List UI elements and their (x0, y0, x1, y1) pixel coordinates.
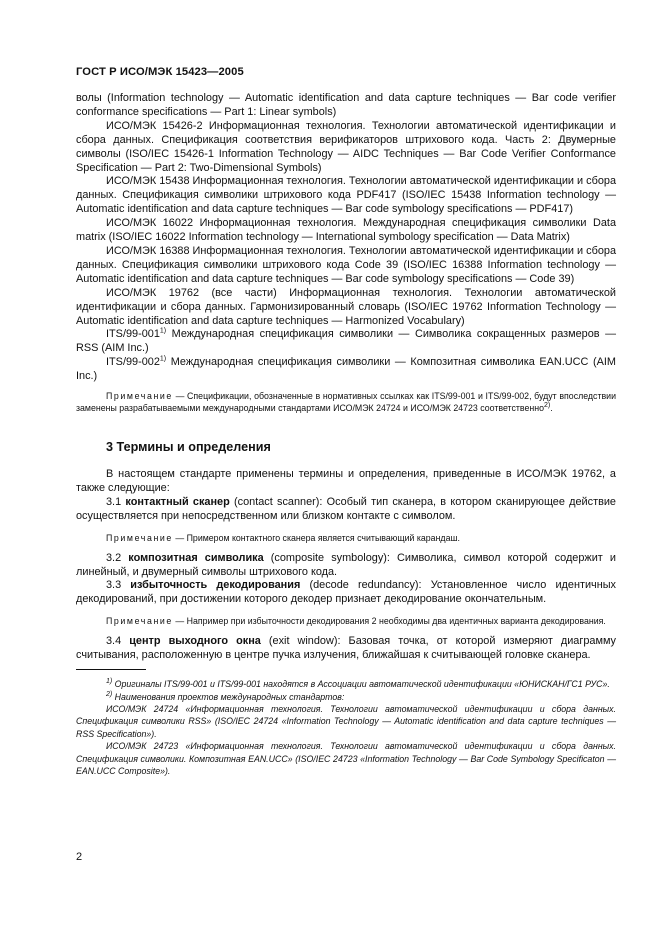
term-definition (76, 635, 616, 663)
page-number: 2 (76, 851, 83, 863)
section-intro: В настоящем стандарте применены термины и определения, приведенные в ИСО/МЭК 19762, а также следующие: (76, 468, 616, 494)
footnote-marker: 2) (544, 402, 551, 410)
footnote (76, 678, 616, 690)
document-header: ГОСТ Р ИСО/МЭК 15423—2005 (76, 66, 244, 78)
footnote-text: Наименования проектов международных стандартов: (112, 691, 345, 702)
footnote (76, 691, 616, 703)
term-name: композитная символика (128, 551, 264, 564)
ref-paragraph: ИСО/МЭК 15426-2 Информационная технология. Технологии автоматической идентификации и сбора данных. Спецификация соответствия верификаторов штрихового кода. Часть 2: Двумерные символы (ISO/IEC 15426-1 Information Technology — AIDC Techniques — Bar Code Verifier Conformance Specification — Part 2: Two-Dimensional Symbols) (76, 119, 616, 174)
document-body (76, 92, 616, 777)
footnote-marker: 1) (106, 678, 113, 686)
ref-text: Международная спецификация символики — Символика сокращенных размеров — RSS (AIM Inc.) (76, 328, 616, 355)
footnote-divider (76, 669, 146, 670)
ref-paragraph (76, 356, 616, 384)
footnote-item: ИСО/МЭК 24724 «Информационная технология. Технологии автоматической идентификации и сбора данных. Спецификация символики RSS» (ISO/IEC 24724 «Information Technology — Automatic identification and data capture techniques — RSS Specification»). (76, 703, 616, 739)
footnote-text: Оригиналы ITS/99-001 и ITS/99-001 находятся в Ассоциации автоматической идентификации «ЮНИСКАН/ГС1 РУС». (112, 679, 610, 690)
footnote-item: ИСО/МЭК 24723 «Информационная технология. Технологии автоматической идентификации и сбора данных. Спецификация символики. Композитная EAN.UCC» (ISO/IEC 24723 «Information Technology — Bar Code Symbology Specificaton — EAN.UCC Composite»). (76, 741, 616, 776)
ref-paragraph (76, 328, 616, 356)
ref-code: ITS/99-001 (106, 328, 160, 341)
footnote-marker: 1) (159, 327, 167, 335)
ref-paragraph: ИСО/МЭК 15438 Информационная технология. Технологии автоматической идентификации и сбора данных. Спецификация символики штрихового кода PDF417 (ISO/IEC 15438 Information technology — Automatic identification and data capture techniques — Bar code symbology specifications — PDF417) (76, 175, 616, 216)
ref-text: Международная спецификация символики — Композитная символика EAN.UCC (AIM Inc.) (76, 356, 616, 383)
ref-paragraph: волы (Information technology — Automatic identification and data capture techniques — Bar code verifier conformance specifications — Part 1: Linear symbols) (76, 92, 616, 118)
note-label: Примечание (106, 532, 173, 543)
term-definition (76, 579, 616, 607)
note-text: — Например при избыточности декодирования 2 необходимы два идентичных варианта декодирования. (172, 616, 606, 627)
note (76, 615, 616, 627)
term-number: 3.4 (106, 635, 130, 648)
ref-paragraph: ИСО/МЭК 16022 Информационная технология. Международная спецификация символики Data matrix (ISO/IEC 16022 Information technology — International symbology specification — Data Matrix) (76, 217, 616, 244)
section-heading: 3 Термины и определения (106, 440, 271, 455)
note-label: Примечание (106, 391, 173, 402)
note-text: — Спецификации, обозначенные в нормативных ссылках как ITS/99-001 и ITS/99-002, будут впоследствии заменены разрабатываемыми международными стандартами ИСО/МЭК 24724 и ИСО/МЭК 24723 соответственно (76, 391, 616, 414)
note-label: Примечание (106, 616, 173, 627)
term-name: контактный сканер (125, 495, 230, 508)
term-text: (composite symbology): Символика, символ которой содержит и линейный, и двумерный символы штрихового кода. (76, 551, 616, 578)
term-number: 3.3 (106, 579, 131, 592)
ref-code: ITS/99-002 (106, 356, 160, 369)
term-text: (exit window): Базовая точка, от которой измеряют диаграмму считывания, расположенную в центре пучка излучения, ближайшая к считывающей головке сканера. (76, 635, 616, 662)
term-name: избыточность декодирования (130, 579, 301, 592)
term-definition (76, 552, 616, 580)
term-name: центр выходного окна (129, 635, 261, 648)
term-number: 3.1 (106, 495, 126, 508)
ref-paragraph: ИСО/МЭК 19762 (все части) Информационная технология. Технологии автоматической идентификации и сбора данных. Гармонизированный словарь (ISO/IEC 19762 Information Technology — Automatic identification and data capture techniques — Harmonized Vocabulary) (76, 286, 616, 327)
term-text: (contact scanner): Особый тип сканера, в котором сканирующее действие осуществляется при непосредственном или близком контакте с символом. (76, 495, 616, 522)
footnote-marker: 1) (159, 355, 167, 363)
term-text: (decode redundancy): Установленное число идентичных декодирований, при достижении которого декодер признает декодирование окончательным. (76, 579, 616, 606)
note-text: — Примером контактного сканера является считывающий карандаш. (172, 532, 460, 543)
term-definition (76, 496, 616, 524)
note-end: . (550, 403, 553, 414)
term-number: 3.2 (106, 551, 129, 564)
note (76, 532, 616, 544)
note (76, 390, 616, 414)
footnote-marker: 2) (106, 690, 113, 698)
ref-paragraph: ИСО/МЭК 16388 Информационная технология. Технологии автоматической идентификации и сбора данных. Спецификация символики штрихового кода Code 39 (ISO/IEC 16388 Information technology — Automatic identification and data capture techniques — Bar code symbology specifications — Code 39) (76, 244, 616, 285)
